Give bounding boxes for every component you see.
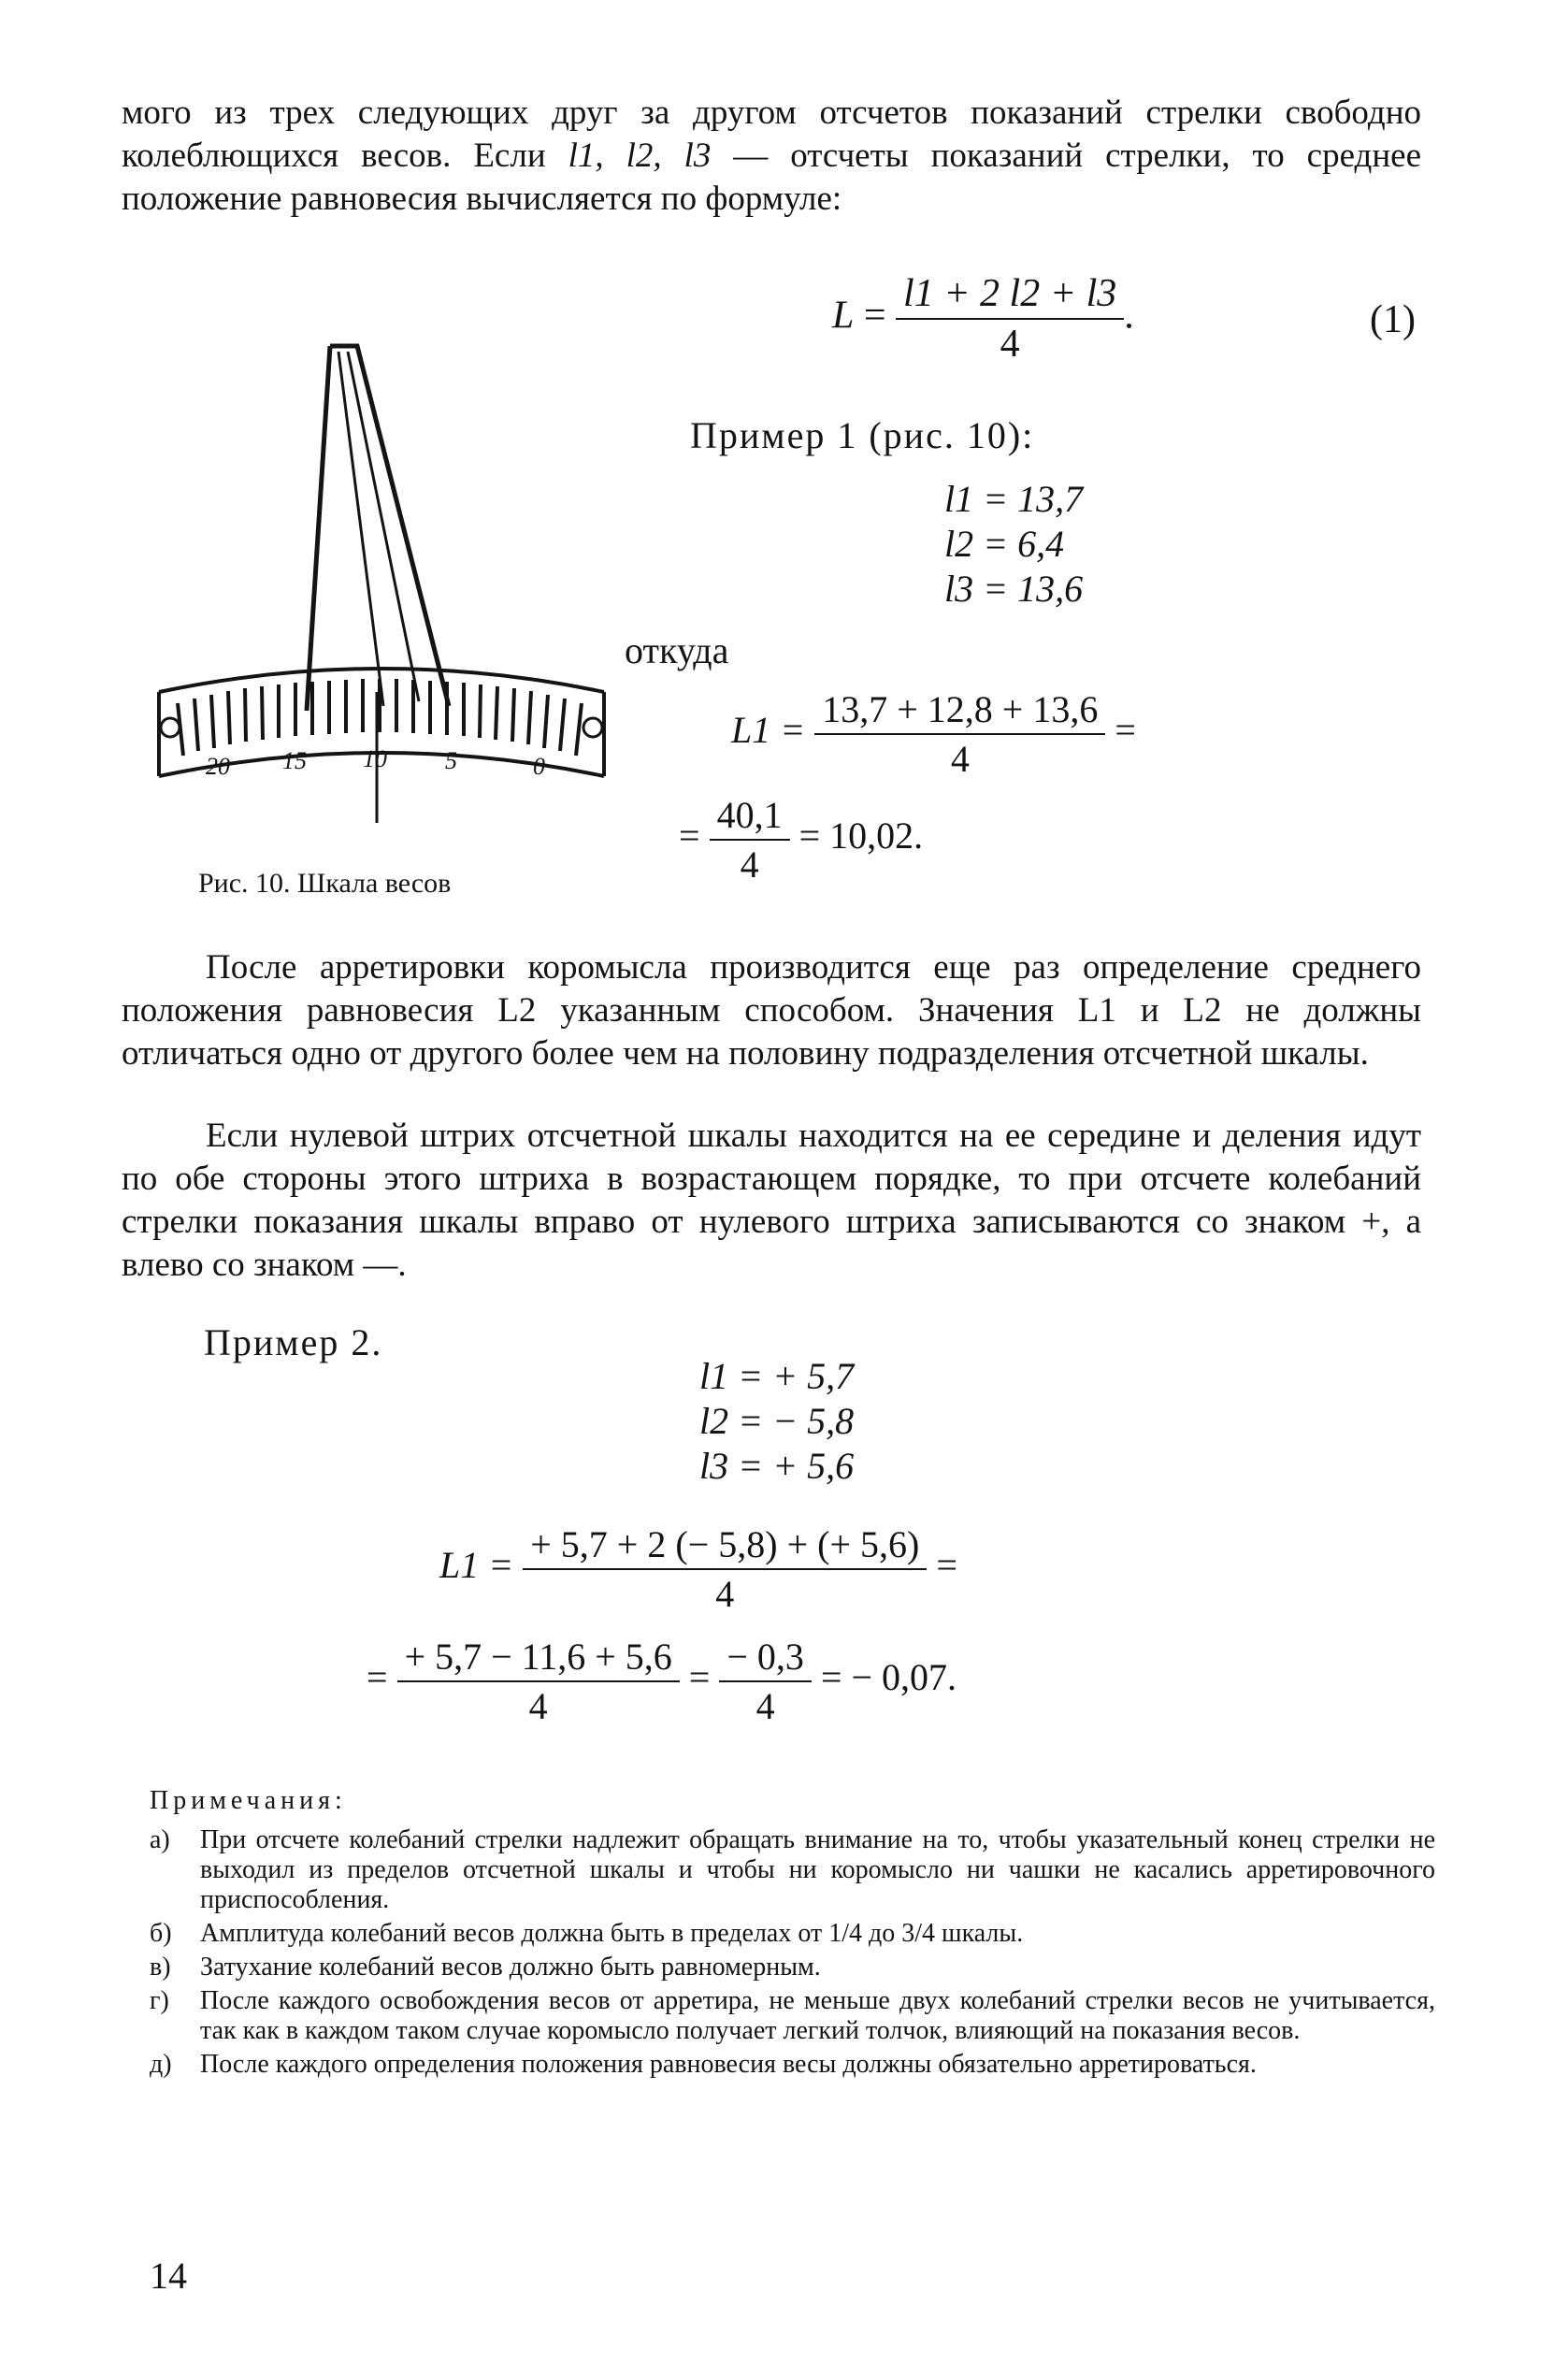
formula-1-lhs: L bbox=[832, 294, 855, 338]
scale-label: 20 bbox=[206, 753, 230, 780]
example-2-value: l1 = + 5,7 bbox=[699, 1355, 855, 1397]
scale-label: 15 bbox=[282, 747, 307, 774]
calc-denominator: 4 bbox=[715, 1573, 735, 1615]
example-2-value: l3 = + 5,6 bbox=[699, 1445, 855, 1487]
right-screw-icon bbox=[583, 718, 602, 737]
calc-denominator: 4 bbox=[528, 1685, 548, 1727]
calc-numerator: − 0,3 bbox=[719, 1635, 812, 1682]
calc-denominator: 4 bbox=[950, 738, 970, 780]
formula-1-fraction bbox=[896, 271, 1124, 367]
note-mark: в) bbox=[150, 1953, 171, 1982]
intro-paragraph bbox=[122, 92, 1421, 221]
example-1-heading: Пример 1 (рис. 10): bbox=[690, 414, 1035, 456]
note-mark: б) bbox=[150, 1919, 172, 1948]
calc-lhs: L1 = bbox=[439, 1544, 514, 1587]
scale-label: 5 bbox=[445, 747, 457, 774]
note-text: После каждого освобождения весов от арретира, не меньше двух колебаний стрелки весов не учитывается, так как в каждом таком случае коромысло получает легкий толчок, влияющий на показания весов. bbox=[200, 1986, 1435, 2045]
example-1-value: l2 = 6,4 bbox=[944, 523, 1065, 565]
formula-1-equals: = bbox=[863, 294, 886, 338]
page-number: 14 bbox=[150, 2255, 187, 2297]
note-text: При отсчете колебаний стрелки надлежит обращать внимание на то, чтобы указательный конец стрелки не выходил из пределов отсчетной шкалы и чтобы ни коромысло ни чашки не касались арретировочного приспособления. bbox=[200, 1825, 1435, 1914]
calc-fraction bbox=[523, 1522, 927, 1616]
example-2-values bbox=[699, 1354, 854, 1489]
calc-denominator: 4 bbox=[755, 1685, 775, 1727]
calc-lead: = bbox=[367, 1656, 388, 1699]
formula-1-number: (1) bbox=[1370, 298, 1416, 341]
figure-scale bbox=[140, 337, 626, 860]
calc-fraction bbox=[397, 1635, 680, 1728]
calc-numerator: + 5,7 − 11,6 + 5,6 bbox=[397, 1635, 680, 1682]
calc-result: = − 0,07. bbox=[820, 1656, 957, 1699]
example-1-calc-1 bbox=[731, 687, 1136, 781]
example-1-values bbox=[944, 477, 1083, 612]
calc-mid: = bbox=[688, 1656, 711, 1699]
note-text: Амплитуда колебаний весов должна быть в пределах от 1/4 до 3/4 шкалы. bbox=[200, 1919, 1024, 1948]
calc-result: = 10,02. bbox=[798, 814, 924, 858]
calc-lhs: L1 = bbox=[731, 709, 806, 752]
note-mark: г) bbox=[150, 1986, 169, 2015]
formula-1-numerator: l1 + 2 l2 + l3 bbox=[896, 271, 1124, 320]
intro-text-before: мого из трех следующих друг за другом отсчетов показаний стрелки свободно колеблющихся весов. Если bbox=[122, 94, 1421, 175]
example-2-calc-1 bbox=[439, 1522, 957, 1616]
note-text: Затухание колебаний весов должно быть равномерным. bbox=[200, 1953, 821, 1982]
example-2-heading: Пример 2. bbox=[204, 1321, 383, 1363]
notes-heading: Примечания: bbox=[150, 1786, 347, 1815]
note-item bbox=[150, 1825, 1435, 1915]
note-mark: д) bbox=[150, 2050, 172, 2079]
example-1-value: l1 = 13,7 bbox=[944, 478, 1084, 520]
calc-numerator: 13,7 + 12,8 + 13,6 bbox=[814, 687, 1105, 735]
scale-drawing bbox=[140, 337, 626, 860]
example-1-calc-2 bbox=[679, 793, 923, 886]
note-item bbox=[150, 1919, 1435, 1949]
calc-numerator: + 5,7 + 2 (− 5,8) + (+ 5,6) bbox=[523, 1522, 927, 1570]
calc-tail: = bbox=[936, 1544, 957, 1587]
otkuda-word: откуда bbox=[625, 629, 729, 671]
calc-numerator: 40,1 bbox=[710, 793, 790, 841]
paragraph-2: После арретировки коромысла производится еще раз определение среднего положения равновесия L2 указанным способом. Значения L1 и L2 не должны отличаться одно от другого более чем на половину подразделения отсчетной шкалы. bbox=[122, 948, 1421, 1073]
calc-lead: = bbox=[679, 814, 700, 858]
notes-section bbox=[150, 1786, 1435, 2083]
calc-denominator: 4 bbox=[740, 843, 759, 886]
calc-tail: = bbox=[1115, 709, 1136, 752]
example-2-calc-2 bbox=[367, 1635, 957, 1728]
example-2-value: l2 = − 5,8 bbox=[699, 1400, 855, 1442]
left-screw-icon bbox=[161, 718, 180, 737]
formula-1-denominator: 4 bbox=[1000, 323, 1020, 366]
note-mark: а) bbox=[150, 1825, 170, 1854]
calc-fraction bbox=[719, 1635, 812, 1728]
calc-fraction bbox=[710, 793, 790, 886]
calc-fraction bbox=[814, 687, 1105, 781]
figure-caption: Рис. 10. Шкала весов bbox=[198, 868, 452, 899]
scale-label: 10 bbox=[363, 745, 387, 772]
note-item bbox=[150, 1986, 1435, 2046]
intro-vars: l1, l2, l3 bbox=[568, 137, 712, 175]
scale-label: 0 bbox=[533, 753, 545, 780]
intro-text-after: — отсчеты показаний стрелки, то среднее положение равновесия вычисляется по формуле: bbox=[122, 137, 1422, 218]
formula-1: L = $\frac{l1 + 2 l2 + l3}{4}$ . bbox=[832, 272, 1134, 366]
example-1-value: l3 = 13,6 bbox=[944, 568, 1084, 610]
note-item bbox=[150, 1953, 1435, 1982]
note-text: После каждого определения положения равновесия весы должны обязательно арретироваться. bbox=[200, 2050, 1257, 2079]
scale-ticks bbox=[178, 679, 582, 756]
paragraph-3: Если нулевой штрих отсчетной шкалы находится на ее середине и деления идут по обе стороны этого штриха в возрастающем порядке, то при отсчете колебаний стрелки показания шкалы вправо от нулевого штриха записываются со знаком +, а влево со знаком —. bbox=[122, 1117, 1421, 1284]
note-item bbox=[150, 2050, 1435, 2080]
